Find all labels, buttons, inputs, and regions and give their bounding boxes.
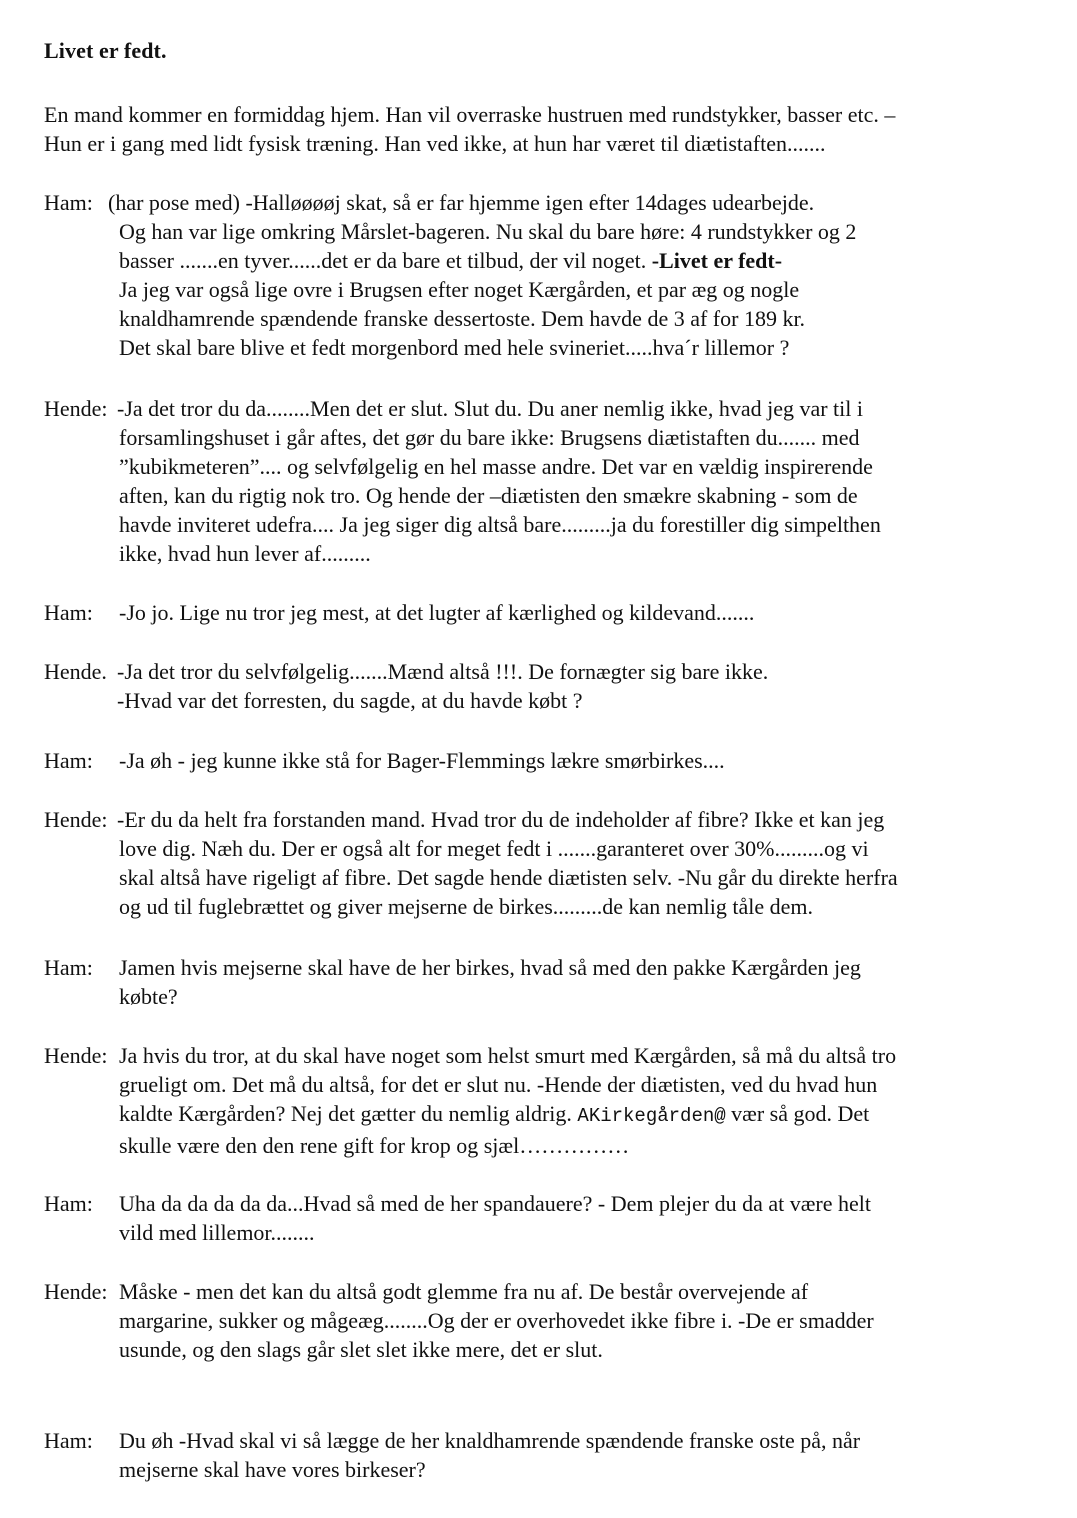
- speech-line: Det skal bare blive et fedt morgenbord med hele svineriet.....hva´r lillemor ?: [119, 335, 790, 360]
- speech-line: love dig. Næh du. Der er også alt for meget fedt i .......garanteret over 30%.........og vi: [119, 836, 869, 861]
- speech-line: [108, 246, 1008, 275]
- speech-line: -Jo jo. Lige nu tror jeg mest, at det lugter af kærlighed og kildevand.......: [119, 600, 755, 625]
- speech-line: købte?: [119, 984, 178, 1009]
- speaker-label: Ham:: [44, 190, 93, 215]
- speaker-label: Ham:: [44, 600, 93, 625]
- speech-text: [119, 1189, 1019, 1247]
- speaker-label: Hende:: [44, 1279, 108, 1304]
- speech-text: [119, 1426, 1019, 1484]
- speech-line: Jamen hvis mejserne skal have de her birkes, hvad så med den pakke Kærgården jeg: [119, 955, 861, 980]
- speech-line: ”kubikmeteren”.... og selvfølgelig en hel masse andre. Det var en vældig inspirerende: [119, 454, 873, 479]
- speech-line: margarine, sukker og mågeæg........Og der er overhovedet ikke fibre i. -De er smadder: [119, 1308, 874, 1333]
- speech-line: usunde, og den slags går slet slet ikke mere, det er slut.: [119, 1337, 603, 1362]
- speech-line: og ud til fuglebrættet og giver mejserne de birkes.........de kan nemlig tåle dem.: [119, 894, 814, 919]
- speech-line: Og han var lige omkring Mårslet-bageren. Nu skal du bare høre: 4 rundstykker og 2: [119, 219, 857, 244]
- speech-line: knaldhamrende spændende franske dessertoste. Dem havde de 3 af for 189 kr.: [119, 306, 806, 331]
- speech-line: aften, kan du rigtig nok tro. Og hende der –diætisten den smækre skabning - som de: [119, 483, 858, 508]
- speech-line: ikke, hvad hun lever af.........: [119, 541, 371, 566]
- speech-line: Ja jeg var også lige ovre i Brugsen efter noget Kærgården, et par æg og nogle: [119, 277, 800, 302]
- speech-text: [119, 598, 1019, 627]
- speech-line: grueligt om. Det må du altså, for det er slut nu. -Hende der diætisten, ved du hvad hun: [119, 1072, 878, 1097]
- speech-line: Uha da da da da da...Hvad så med de her spandauere? - Dem plejer du da at være helt: [119, 1191, 871, 1216]
- speech-text: [119, 1277, 1019, 1364]
- speech-line: forsamlingshuset i går aftes, det gør du bare ikke: Brugsens diætistaften du....... med: [119, 425, 860, 450]
- speech-line: -Er du da helt fra forstanden mand. Hvad tror du de indeholder af fibre? Ikke et kan jeg: [117, 807, 885, 832]
- speech-line: -Ja det tror du selvfølgelig.......Mænd altså !!!. De fornægter sig bare ikke.: [117, 659, 769, 684]
- speech-line: Ja hvis du tror, at du skal have noget som helst smurt med Kærgården, så må du altså tro: [119, 1043, 897, 1068]
- document-title: Livet er fedt.: [44, 38, 167, 63]
- speech-text: [117, 657, 1017, 715]
- speaker-label: Ham:: [44, 955, 93, 980]
- speaker-label: Hende.: [44, 659, 107, 684]
- speech-text: [108, 188, 1008, 362]
- speech-line: (har pose med) -Halløøøøj skat, så er far hjemme igen efter 14dages udearbejde.: [108, 190, 815, 215]
- speech-line: mejserne skal have vores birkeser?: [119, 1457, 426, 1482]
- speech-text: [117, 805, 1017, 921]
- intro-paragraph: [44, 100, 1044, 158]
- speech-line: -Ja det tror du da........Men det er slut. Slut du. Du aner nemlig ikke, hvad jeg var til i: [117, 396, 864, 421]
- speaker-label: Ham:: [44, 1428, 93, 1453]
- speech-line: Du øh -Hvad skal vi så lægge de her knaldhamrende spændende franske oste på, når: [119, 1428, 861, 1453]
- speech-text: [117, 394, 1017, 568]
- speech-text: [119, 953, 1019, 1011]
- speech-text: [119, 746, 1019, 775]
- intro-line: Hun er i gang med lidt fysisk træning. Han ved ikke, at hun har været til diætistaften.......: [44, 131, 826, 156]
- speech-line: havde inviteret udefra.... Ja jeg siger dig altså bare.........ja du forestiller dig simpelthen: [119, 512, 881, 537]
- livet-er-fedt-exclamation: -Livet er fedt-: [646, 248, 783, 273]
- speech-line: [119, 1099, 1019, 1131]
- speaker-label: Hende:: [44, 396, 108, 421]
- speech-text: [119, 1041, 1019, 1160]
- speech-line: vild med lillemor........: [119, 1220, 315, 1245]
- speaker-label: Ham:: [44, 748, 93, 773]
- speaker-label: Hende:: [44, 1043, 108, 1068]
- speech-line-text: basser .......en tyver......det er da bare et tilbud, der vil noget.: [119, 248, 647, 273]
- speech-line: skulle være den den rene gift for krop og sjæl……………: [119, 1133, 630, 1158]
- speech-line: Måske - men det kan du altså godt glemme fra nu af. De består overvejende af: [119, 1279, 809, 1304]
- speech-line: skal altså have rigeligt af fibre. Det sagde hende diætisten selv. -Nu går du direkte herfra: [119, 865, 898, 890]
- speech-line-text: kaldte Kærgården? Nej det gætter du nemlig aldrig. AKirkegården@ vær så god. Det: [119, 1101, 870, 1127]
- speech-line: -Ja øh - jeg kunne ikke stå for Bager-Flemmings lækre smørbirkes....: [119, 748, 725, 773]
- speaker-label: Ham:: [44, 1191, 93, 1216]
- speech-line: -Hvad var det forresten, du sagde, at du havde købt ?: [117, 688, 583, 713]
- speaker-label: Hende:: [44, 807, 108, 832]
- kirkegarden-quote: AKirkegården@: [577, 1105, 726, 1127]
- intro-line: En mand kommer en formiddag hjem. Han vil overraske hustruen med rundstykker, basser etc. –: [44, 102, 896, 127]
